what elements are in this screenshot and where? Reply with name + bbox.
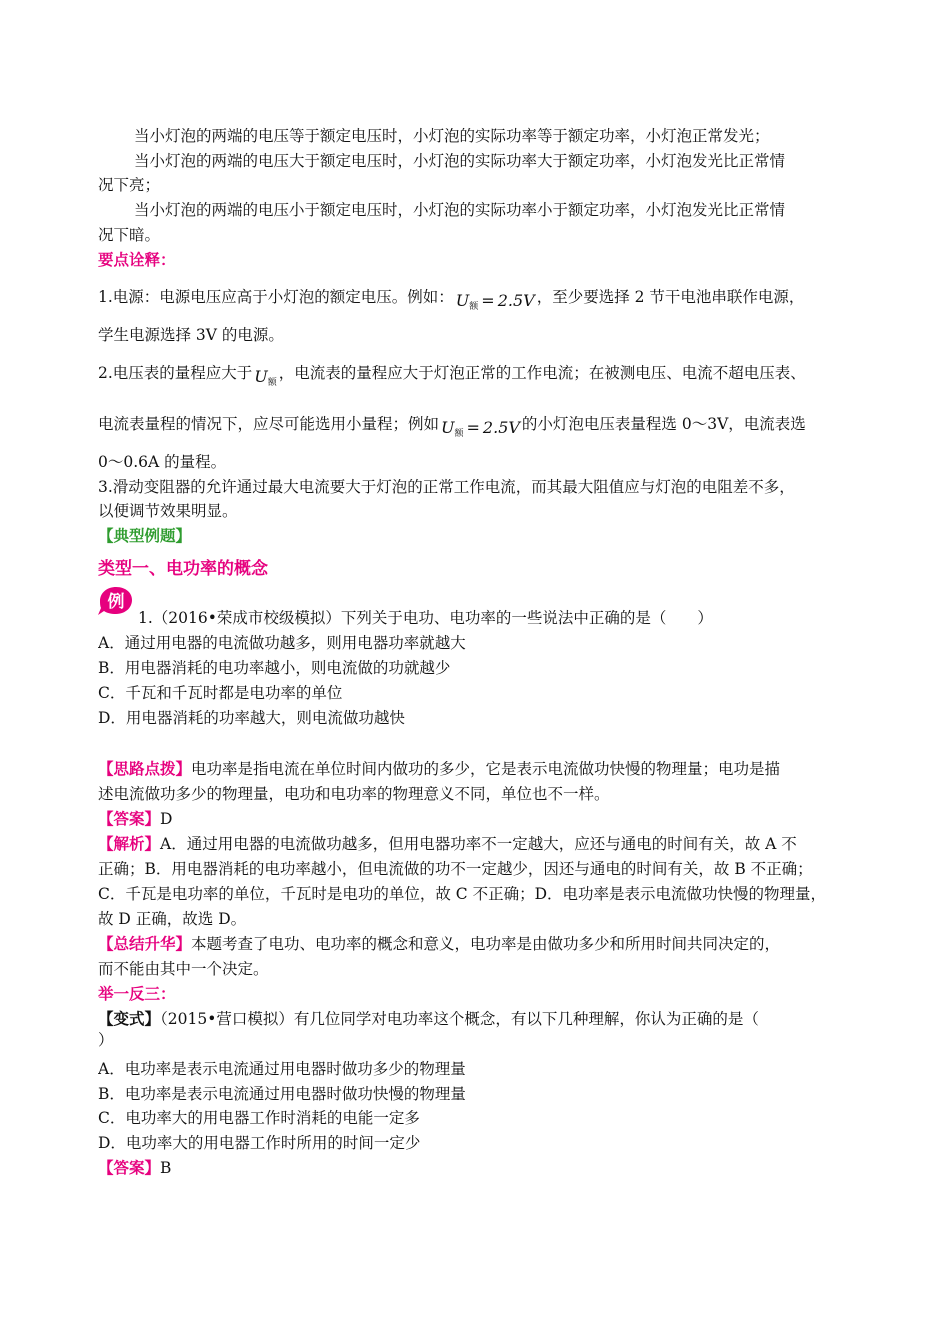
intro-line-2b: 况下亮；: [98, 176, 161, 194]
typical-examples-heading: 【典型例题】: [98, 526, 192, 545]
variant-stem-b: ）: [98, 1031, 114, 1049]
key-point-2b: [98, 412, 863, 446]
formula-value: 2.5V: [497, 291, 535, 310]
variant-option-c: C．电功率大的用电器工作时消耗的电能一定多: [98, 1109, 420, 1127]
key-point-1a-tail: ，至少要选择 2 节干电池串联作电源，: [536, 288, 805, 306]
formula-equals-2: =: [466, 418, 480, 437]
analysis-label: 【解析】: [98, 834, 161, 853]
intro-line-1: 当小灯泡的两端的电压等于额定电压时，小灯泡的实际功率等于额定功率，小灯泡正常发光；: [134, 127, 770, 145]
formula-subscript: 额: [469, 302, 479, 312]
key-point-2b-tail: 的小灯泡电压表量程选 0～3V，电流表选: [521, 415, 806, 433]
rated-voltage-symbol: [254, 365, 277, 395]
formula-subscript-2: 额: [454, 429, 464, 439]
formula-value-2: 2.5V: [482, 418, 520, 437]
summary-line-a: [98, 932, 863, 956]
variant-answer-value: B: [160, 1159, 172, 1177]
hint-label: 【思路点拨】: [98, 759, 192, 778]
key-point-2c: 0～0.6A 的量程。: [98, 453, 227, 471]
formula-symbol: U: [455, 291, 470, 310]
key-point-2b-text: 电流表量程的情况下，应尽可能选用小量程；例如: [98, 415, 440, 433]
question-1-option-c: C．千瓦和千瓦时都是电功率的单位: [98, 684, 343, 702]
variant-option-a: A．电功率是表示电流通过用电器时做功多少的物理量: [98, 1060, 466, 1078]
variant-answer-label: 【答案】: [98, 1158, 161, 1177]
intro-line-3a: 当小灯泡的两端的电压小于额定电压时，小灯泡的实际功率小于额定功率，小灯泡发光比正常情: [134, 201, 786, 219]
symbol-subscript: 额: [267, 378, 277, 388]
analysis-line-c: C．千瓦是电功率的单位，千瓦时是电功的单位，故 C 不正确；D．电功率是表示电流做功快慢的物理量，: [98, 885, 827, 903]
variant-heading: 举一反三：: [98, 984, 176, 1003]
variant-label: 【变式】: [98, 1009, 161, 1028]
key-point-3b: 以便调节效果明显。: [98, 502, 238, 520]
key-point-3a: 3.滑动变阻器的允许通过最大电流要大于灯泡的正常工作电流，而其最大阻值应与灯泡的电阻差不多，: [98, 478, 795, 496]
summary-text-a: 本题考查了电功、电功率的概念和意义，电功率是由做功多少和所用时间共同决定的，: [191, 935, 781, 953]
hint-line-a: [98, 757, 863, 781]
key-point-1a-text: 1.电源：电源电压应高于小灯泡的额定电压。例如：: [98, 288, 454, 306]
analysis-line-d: 故 D 正确，故选 D。: [98, 910, 247, 928]
question-1-option-d: D．用电器消耗的功率越大，则电流做功越快: [98, 709, 405, 727]
example-badge-icon: [96, 586, 134, 616]
hint-text-a: 电功率是指电流在单位时间内做功的多少，它是表示电流做功快慢的物理量；电功是描: [191, 760, 781, 778]
variant-option-b: B．电功率是表示电流通过用电器时做功快慢的物理量: [98, 1085, 466, 1103]
key-points-heading: 要点诠释：: [98, 250, 176, 269]
answer-line: [98, 807, 863, 831]
summary-label: 【总结升华】: [98, 934, 192, 953]
analysis-line-a: [98, 832, 863, 856]
example-badge-text: 例: [107, 592, 125, 612]
answer-value: D: [160, 810, 173, 828]
question-1-option-b: B．用电器消耗的电功率越小，则电流做的功就越少: [98, 659, 451, 677]
type-one-heading: 类型一、电功率的概念: [98, 559, 268, 579]
analysis-text-a: A．通过用电器的电流做功越多，但用电器功率不一定越大，应还与通电的时间有关，故 A 不: [160, 835, 797, 853]
rated-voltage-formula-2: [441, 416, 520, 446]
key-point-2a: [98, 361, 863, 395]
question-1-option-a: A．通过用电器的电流做功越多，则用电器功率就越大: [98, 634, 466, 652]
analysis-line-b: 正确；B．用电器消耗的电功率越小，但电流做的功不一定越少，因还与通电的时间有关，故 B 不正确；: [98, 860, 813, 878]
summary-line-b: 而不能由其中一个决定。: [98, 960, 269, 978]
key-point-2a-tail: ，电流表的量程应大于灯泡正常的工作电流；在被测电压、电流不超电压表、: [278, 364, 806, 382]
question-1-stem: 1.（2016•荣成市校级模拟）下列关于电功、电功率的一些说法中正确的是（ ）: [138, 609, 713, 627]
key-point-1a: [98, 285, 863, 319]
variant-option-d: D．电功率大的用电器工作时所用的时间一定少: [98, 1134, 421, 1152]
hint-line-b: 述电流做功多少的物理量，电功和电功率的物理意义不同，单位也不一样。: [98, 785, 610, 803]
variant-stem-text: （2015•营口模拟）有几位同学对电功率这个概念，有以下几种理解，你认为正确的是（: [160, 1010, 759, 1028]
intro-line-2a: 当小灯泡的两端的电压大于额定电压时，小灯泡的实际功率大于额定功率，小灯泡发光比正常情: [134, 152, 786, 170]
variant-answer-line: [98, 1156, 863, 1180]
key-point-1b: 学生电源选择 3V 的电源。: [98, 326, 284, 344]
rated-voltage-formula: [456, 289, 535, 319]
formula-symbol-2: U: [441, 418, 455, 437]
formula-equals: =: [481, 291, 495, 310]
answer-label: 【答案】: [98, 809, 161, 828]
intro-line-3b: 况下暗。: [98, 226, 161, 244]
key-point-2a-text: 2.电压表的量程应大于: [98, 364, 253, 382]
symbol-u: U: [254, 367, 268, 386]
